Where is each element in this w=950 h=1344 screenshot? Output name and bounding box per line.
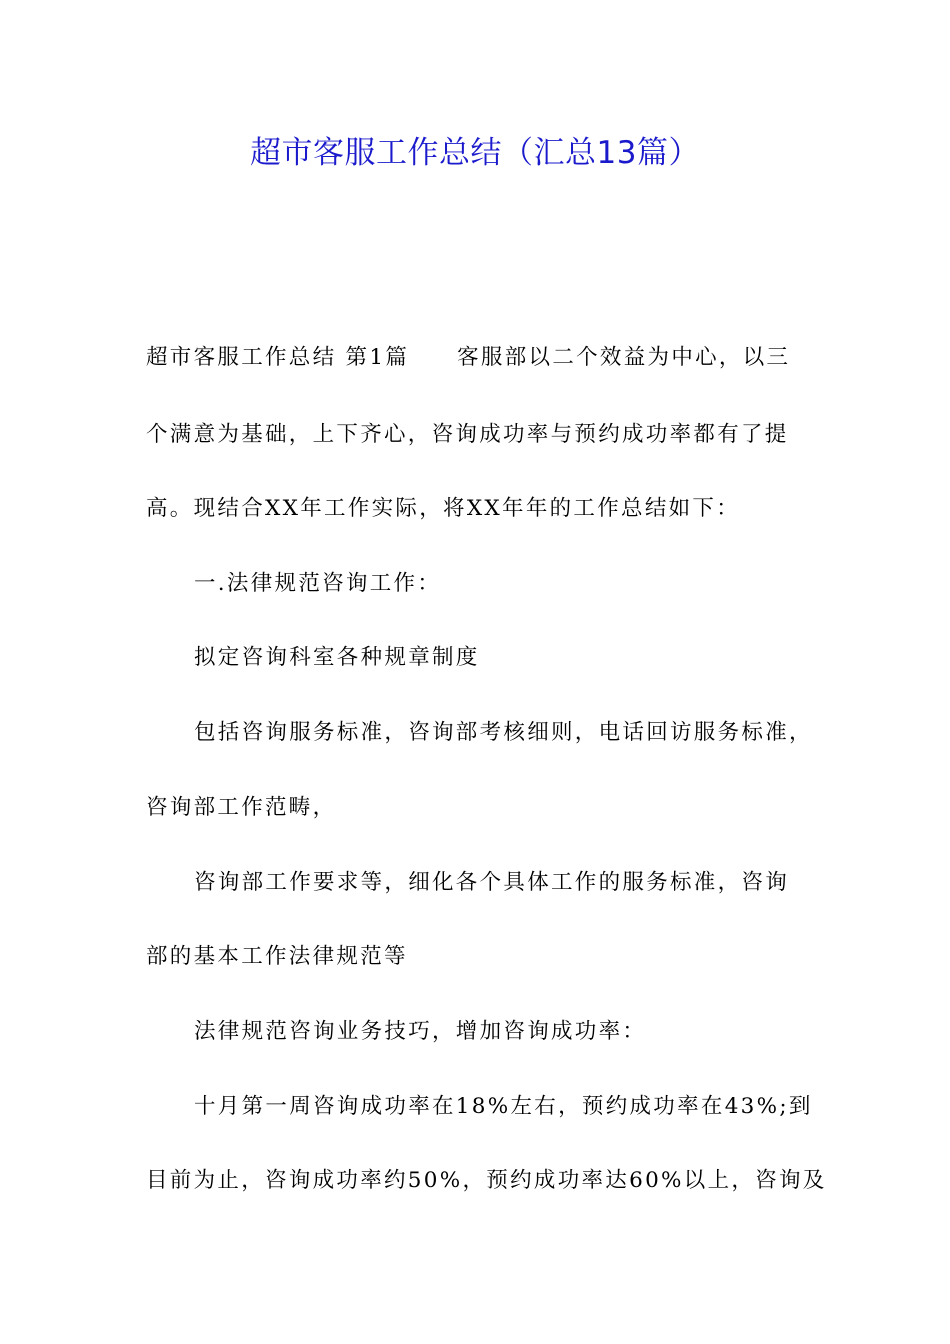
document-title: 超市客服工作总结（汇总13篇） bbox=[250, 135, 700, 171]
paragraph-line-1 bbox=[146, 343, 790, 373]
paragraph-line-5: 拟定咨询科室各种规章制度 bbox=[194, 645, 480, 670]
paragraph-line-9: 部的基本工作法律规范等 bbox=[146, 944, 408, 969]
paragraph-line-10: 法律规范咨询业务技巧，增加咨询成功率： bbox=[194, 1019, 647, 1044]
section-heading: 超市客服工作总结 第1篇 bbox=[146, 345, 410, 370]
paragraph-text: 客服部以二个效益为中心，以三 bbox=[457, 345, 791, 370]
paragraph-line-7: 咨询部工作范畴， bbox=[146, 795, 337, 820]
paragraph-line-2: 个满意为基础，上下齐心，咨询成功率与预约成功率都有了提 bbox=[146, 422, 789, 447]
paragraph-line-3: 高。现结合XX年工作实际，将XX年年的工作总结如下： bbox=[146, 496, 741, 521]
paragraph-line-8: 咨询部工作要求等，细化各个具体工作的服务标准，咨询 bbox=[194, 870, 790, 895]
section-heading-legal: 一.法律规范咨询工作： bbox=[194, 571, 442, 596]
paragraph-line-12: 目前为止，咨询成功率约50%，预约成功率达60%以上，咨询及 bbox=[146, 1168, 827, 1193]
paragraph-line-6: 包括咨询服务标准，咨询部考核细则，电话回访服务标准， bbox=[194, 720, 813, 745]
paragraph-line-11: 十月第一周咨询成功率在18%左右，预约成功率在43%;到 bbox=[194, 1094, 813, 1119]
